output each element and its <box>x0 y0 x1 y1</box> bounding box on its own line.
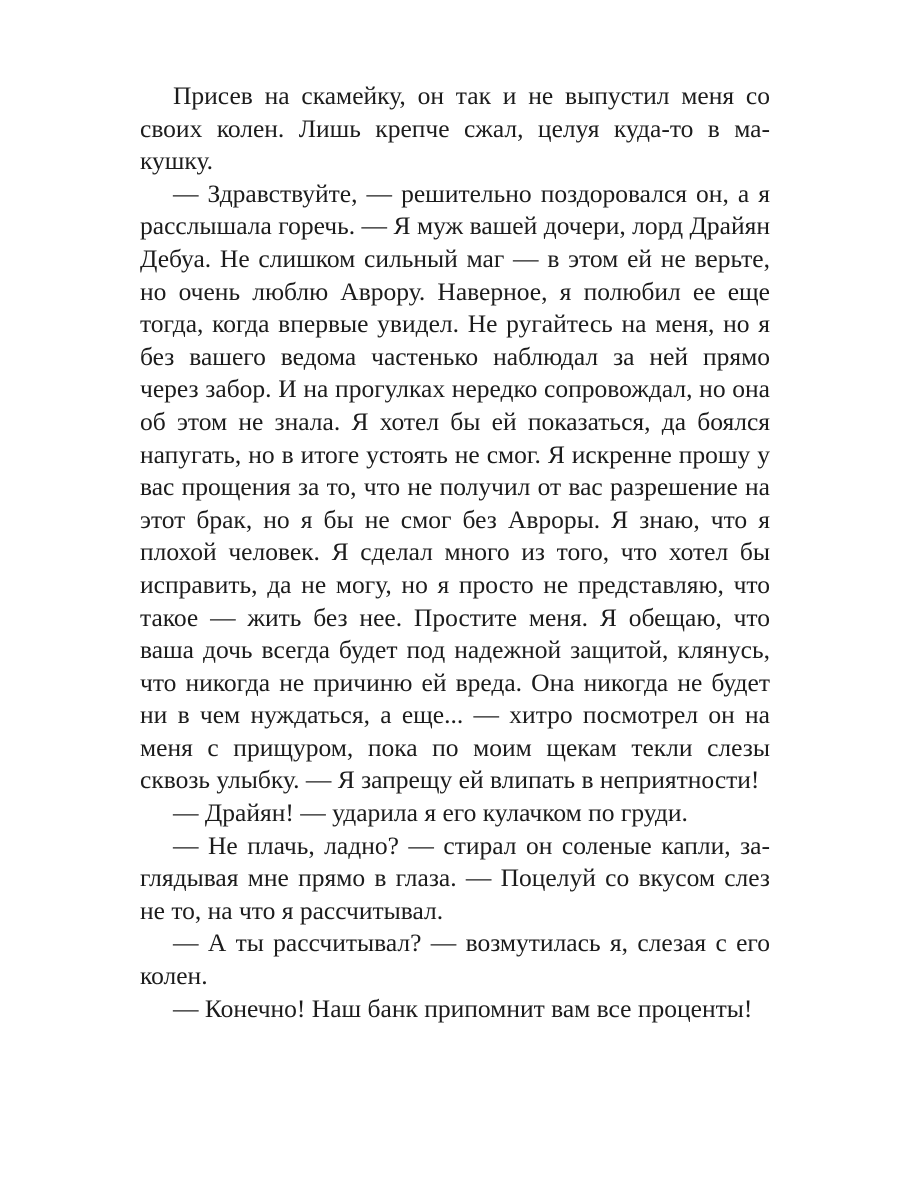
paragraph-3: — Драйян! — ударила я его кулачком по груди. <box>173 798 688 828</box>
page-text-body <box>140 80 770 1025</box>
paragraph-5: — А ты рассчитывал? — возмутилась я, слезая с его колен. <box>140 928 770 991</box>
paragraph-1: Присев на скамейку, он так и не выпустил меня со своих колен. Лишь крепче сжал, целуя куда-то в макушку. <box>140 81 770 176</box>
paragraph-6: — Конечно! Наш банк припомнит вам все проценты! <box>173 993 753 1023</box>
paragraph-2: — Здравствуйте, — решительно поздоровался он, а я расслышала горечь. — Я муж вашей дочери, лорд Драйян Дебуа. Не слишком сильный маг — в этом ей не верьте, но очень люблю Аврору. Наверное, я полюбил ее еще тогда, когда впервые увидел. Не ругайтесь на меня, но я без вашего ведома частенько наблюдал за ней прямо через забор. И на прогулках нередко сопровождал, но она об этом не знала. Я хотел бы ей показаться, да боялся напугать, но в итоге устоять не смог. Я искренне прошу у вас прощения за то, что не получил от вас разрешение на этот брак, но я бы не смог без Авроры. Я знаю, что я плохой человек. Я сделал много из того, что хотел бы исправить, да не могу, но я просто не представляю, что такое — жить без нее. Простите меня. Я обещаю, что ваша дочь всегда будет под надежной защитой, клянусь, что никогда не причиню ей вреда. Она никогда не будет ни в чем нуждаться, а еще... — хитро посмотрел он на меня с прищуром, пока по моим щекам текли слезы сквозь улыбку. — Я запрещу ей влипать в неприятности! <box>140 178 770 795</box>
paragraph-4: — Не плачь, ладно? — стирал он соленые капли, заглядывая мне прямо в глаза. — Поцелуй со вкусом слез не то, на что я рассчитывал. <box>140 830 770 925</box>
